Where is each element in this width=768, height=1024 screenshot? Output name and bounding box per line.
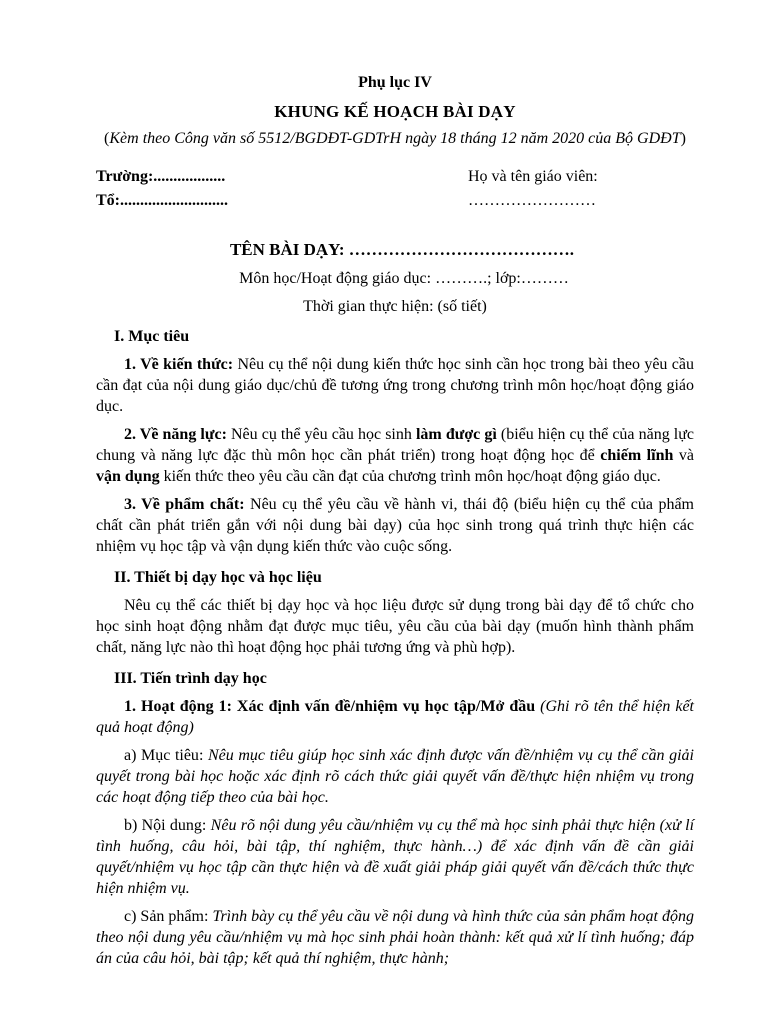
time-line: Thời gian thực hiện: (số tiết): [303, 298, 487, 315]
competence-paragraph: [96, 424, 694, 487]
activity-1-title: 1. Hoạt động 1: Xác định vấn đề/nhiệm vụ học tập/Mở đầu: [124, 698, 536, 715]
product-label: c) Sản phẩm: [124, 908, 204, 925]
competence-emphasis-master: chiếm lĩnh: [600, 447, 674, 464]
subtitle-open-paren: (: [104, 130, 110, 147]
competence-text-g: kiến thức theo yêu cầu cần đạt của chương trình môn học/hoạt động giáo dục.: [159, 468, 661, 485]
objective-label: a) Mục tiêu: [124, 747, 199, 764]
content-colon: :: [201, 817, 211, 834]
document-page: [96, 74, 694, 976]
competence-text-c: (biểu hiện cụ thể của năng lực chung và năng lực đặc thù môn học cần phát triển) trong hoạt động học để: [96, 426, 695, 464]
quality-paragraph: [96, 494, 694, 557]
content-text: Nêu rõ nội dung yêu cầu/nhiệm vụ cụ thể mà học sinh phải thực hiện (xử lí tình huống, câu hỏi, bài tập, thí nghiệm, thực hành…) để xác định vấn đề cần giải quyết/nhiệm vụ học tập cần thực hiện và đề xuất giải pháp giải quyết vấn đề/cách thức thực hiện nhiệm vụ.: [96, 817, 695, 897]
subject-line: Môn học/Hoạt động giáo dục: ……….; lớp:………: [239, 270, 569, 287]
header-info: [96, 168, 694, 210]
group-value: ...........................: [120, 192, 228, 209]
activity-1-note: (Ghi rõ tên thể hiện kết quả hoạt động): [96, 698, 695, 736]
school-value: ..................: [153, 168, 226, 185]
knowledge-label: 1. Về kiến thức:: [124, 356, 234, 373]
section-equipment-heading: II. Thiết bị dạy học và học liệu: [114, 569, 322, 586]
document-title: KHUNG KẾ HOẠCH BÀI DẠY: [274, 102, 516, 121]
group-label: Tổ:: [96, 192, 120, 209]
teacher-label: Họ và tên giáo viên:: [468, 168, 598, 185]
product-text: Trình bày cụ thể yêu cầu về nội dung và hình thức của sản phẩm hoạt động theo nội dung yêu cầu/nhiệm vụ mà học sinh phải hoàn thành: kết quả xử lí tình huống; đáp án của câu hỏi, bài tập; kết quả thí nghiệm, thực hành;: [96, 908, 694, 967]
activity-1-objective: [96, 745, 694, 808]
competence-text-a: Nêu cụ thể yêu cầu học sinh: [226, 426, 416, 443]
lesson-name: TÊN BÀI DẠY: ………………………………….: [229, 240, 575, 259]
objective-colon: :: [198, 747, 208, 764]
objective-text: Nêu mục tiêu giúp học sinh xác định được vấn đề/nhiệm vụ cụ thể cần giải quyết trong bài học hoặc xác định rõ cách thức giải quyết vấn đề/thực hiện nhiệm vụ trong các hoạt động tiếp theo của bài học.: [96, 747, 694, 806]
quality-text: Nêu cụ thể yêu cầu về hành vi, thái độ (biểu hiện cụ thể của phẩm chất cần phát triển gắn với nội dung bài dạy) của học sinh trong quá trình thực hiện các nhiệm vụ học tập và vận dụng kiến thức vào cuộc sống.: [96, 496, 694, 555]
activity-1-content: [96, 815, 694, 899]
teacher-value: ……………………: [468, 192, 596, 209]
competence-label: 2. Về năng lực:: [124, 426, 227, 443]
product-colon: :: [203, 908, 213, 925]
competence-text-e: và: [673, 447, 695, 464]
subtitle-close-paren: ): [680, 130, 686, 147]
school-field: [96, 168, 468, 186]
school-label: Trường:: [96, 168, 154, 185]
content-label: b) Nội dung: [124, 817, 202, 834]
activity-1-heading: [96, 696, 694, 738]
subtitle-text: Kèm theo Công văn số 5512/BGDĐT-GDTrH ngày 18 tháng 12 năm 2020 của Bộ GDĐT: [109, 130, 681, 147]
knowledge-paragraph: [96, 354, 694, 417]
section-process-heading: III. Tiến trình dạy học: [114, 670, 267, 687]
competence-emphasis-do: làm được gì: [415, 426, 497, 443]
competence-emphasis-apply: vận dụng: [96, 468, 160, 485]
quality-label: 3. Về phẩm chất:: [124, 496, 245, 513]
activity-1-product: [96, 906, 694, 969]
appendix-label: Phụ lục IV: [358, 74, 432, 91]
equipment-paragraph: Nêu cụ thể các thiết bị dạy học và học liệu được sử dụng trong bài dạy để tổ chức cho học sinh hoạt động nhằm đạt được mục tiêu, yêu cầu của bài dạy (muốn hình thành phẩm chất, năng lực nào thì hoạt động học phải tương ứng và phù hợp).: [96, 597, 694, 656]
section-objectives-heading: I. Mục tiêu: [114, 328, 190, 345]
knowledge-text: Nêu cụ thể nội dung kiến thức học sinh cần học trong bài theo yêu cầu cần đạt của nội dung giáo dục/chủ đề tương ứng trong chương trình môn học/hoạt động giáo dục.: [96, 356, 695, 415]
group-field: [96, 192, 468, 210]
document-subtitle: [96, 130, 694, 148]
